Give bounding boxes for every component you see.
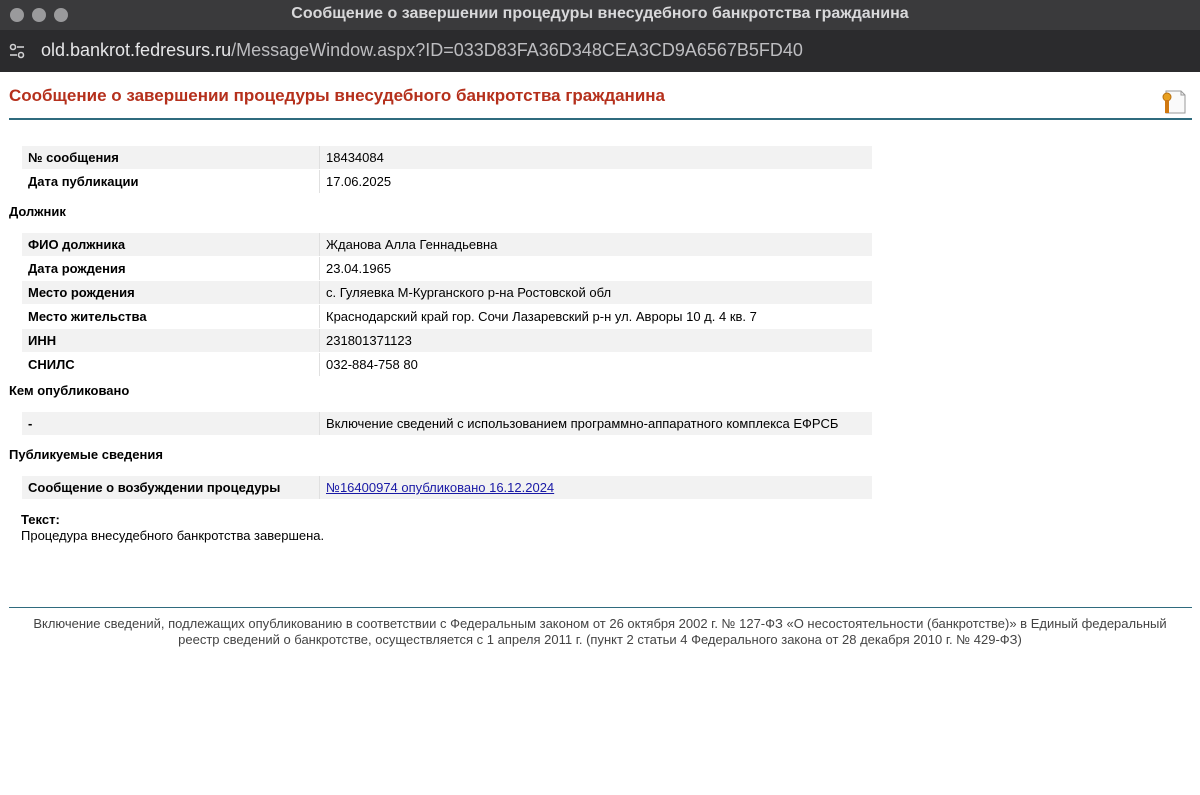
url-host: old.bankrot.fedresurs.ru	[41, 40, 232, 60]
window-title: Сообщение о завершении процедуры внесудебного банкротства гражданина	[291, 5, 909, 22]
text-body: Процедура внесудебного банкротства завершена.	[21, 528, 325, 543]
table-row	[22, 353, 872, 377]
residence-label: Место жительства	[22, 305, 320, 329]
footer-notice: Включение сведений, подлежащих опубликованию в соответствии с Федеральным законом от 26 октября 2002 г. № 127-ФЗ «О несостоятельности (банкротстве)» в Единый федеральный реестр сведений о банкротстве, осуществляется с 1 апреля 2011 г. (пункт 2 статьи 4 Федерального закона от 28 декабря 2010 г. № 429-ФЗ)	[33, 616, 1167, 647]
text-label: Текст:	[21, 512, 60, 527]
publication-date-value: 17.06.2025	[320, 170, 873, 194]
table-row	[22, 170, 872, 194]
address-bar[interactable]	[0, 30, 1200, 72]
site-settings-icon[interactable]	[7, 41, 27, 61]
page-title: Сообщение о завершении процедуры внесудебного банкротства гражданина	[9, 86, 666, 105]
birth-date-value: 23.04.1965	[320, 257, 873, 281]
published-info-heading: Публикуемые сведения	[9, 447, 163, 462]
url-text[interactable]	[41, 40, 803, 61]
url-path: /MessageWindow.aspx?ID=033D83FA36D348CEA3CD9A6567B5FD40	[231, 40, 803, 60]
table-row	[22, 281, 872, 305]
table-row	[22, 305, 872, 329]
published-info-table	[22, 476, 872, 500]
table-row	[22, 329, 872, 353]
message-info-table	[22, 146, 872, 194]
inn-value: 231801371123	[320, 329, 873, 353]
procedure-start-link[interactable]: №16400974 опубликовано 16.12.2024	[326, 480, 555, 495]
debtor-name-label: ФИО должника	[22, 233, 320, 257]
footer-divider	[9, 607, 1192, 608]
birth-date-label: Дата рождения	[22, 257, 320, 281]
birth-place-label: Место рождения	[22, 281, 320, 305]
procedure-start-cell	[320, 476, 873, 500]
debtor-heading: Должник	[9, 204, 66, 219]
publisher-heading: Кем опубликовано	[9, 383, 130, 398]
residence-value: Краснодарский край гор. Сочи Лазаревский р-н ул. Авроры 10 д. 4 кв. 7	[320, 305, 873, 329]
debtor-name-value: Жданова Алла Геннадьевна	[320, 233, 873, 257]
publisher-table	[22, 412, 872, 436]
snils-label: СНИЛС	[22, 353, 320, 377]
table-row	[22, 412, 872, 436]
table-row	[22, 257, 872, 281]
table-row	[22, 476, 872, 500]
snils-value: 032-884-758 80	[320, 353, 873, 377]
title-divider	[9, 118, 1192, 120]
birth-place-value: с. Гуляевка М-Курганского р-на Ростовской обл	[320, 281, 873, 305]
certificate-icon[interactable]	[1160, 88, 1188, 116]
inn-label: ИНН	[22, 329, 320, 353]
procedure-start-label: Сообщение о возбуждении процедуры	[22, 476, 320, 500]
message-number-value: 18434084	[320, 146, 873, 170]
message-number-label: № сообщения	[22, 146, 320, 170]
debtor-table	[22, 233, 872, 377]
publication-date-label: Дата публикации	[22, 170, 320, 194]
publisher-value: Включение сведений с использованием программно-аппаратного комплекса ЕФРСБ	[320, 412, 873, 436]
table-row	[22, 146, 872, 170]
window-title-bar	[0, 0, 1200, 30]
table-row	[22, 233, 872, 257]
publisher-label: -	[22, 412, 320, 436]
